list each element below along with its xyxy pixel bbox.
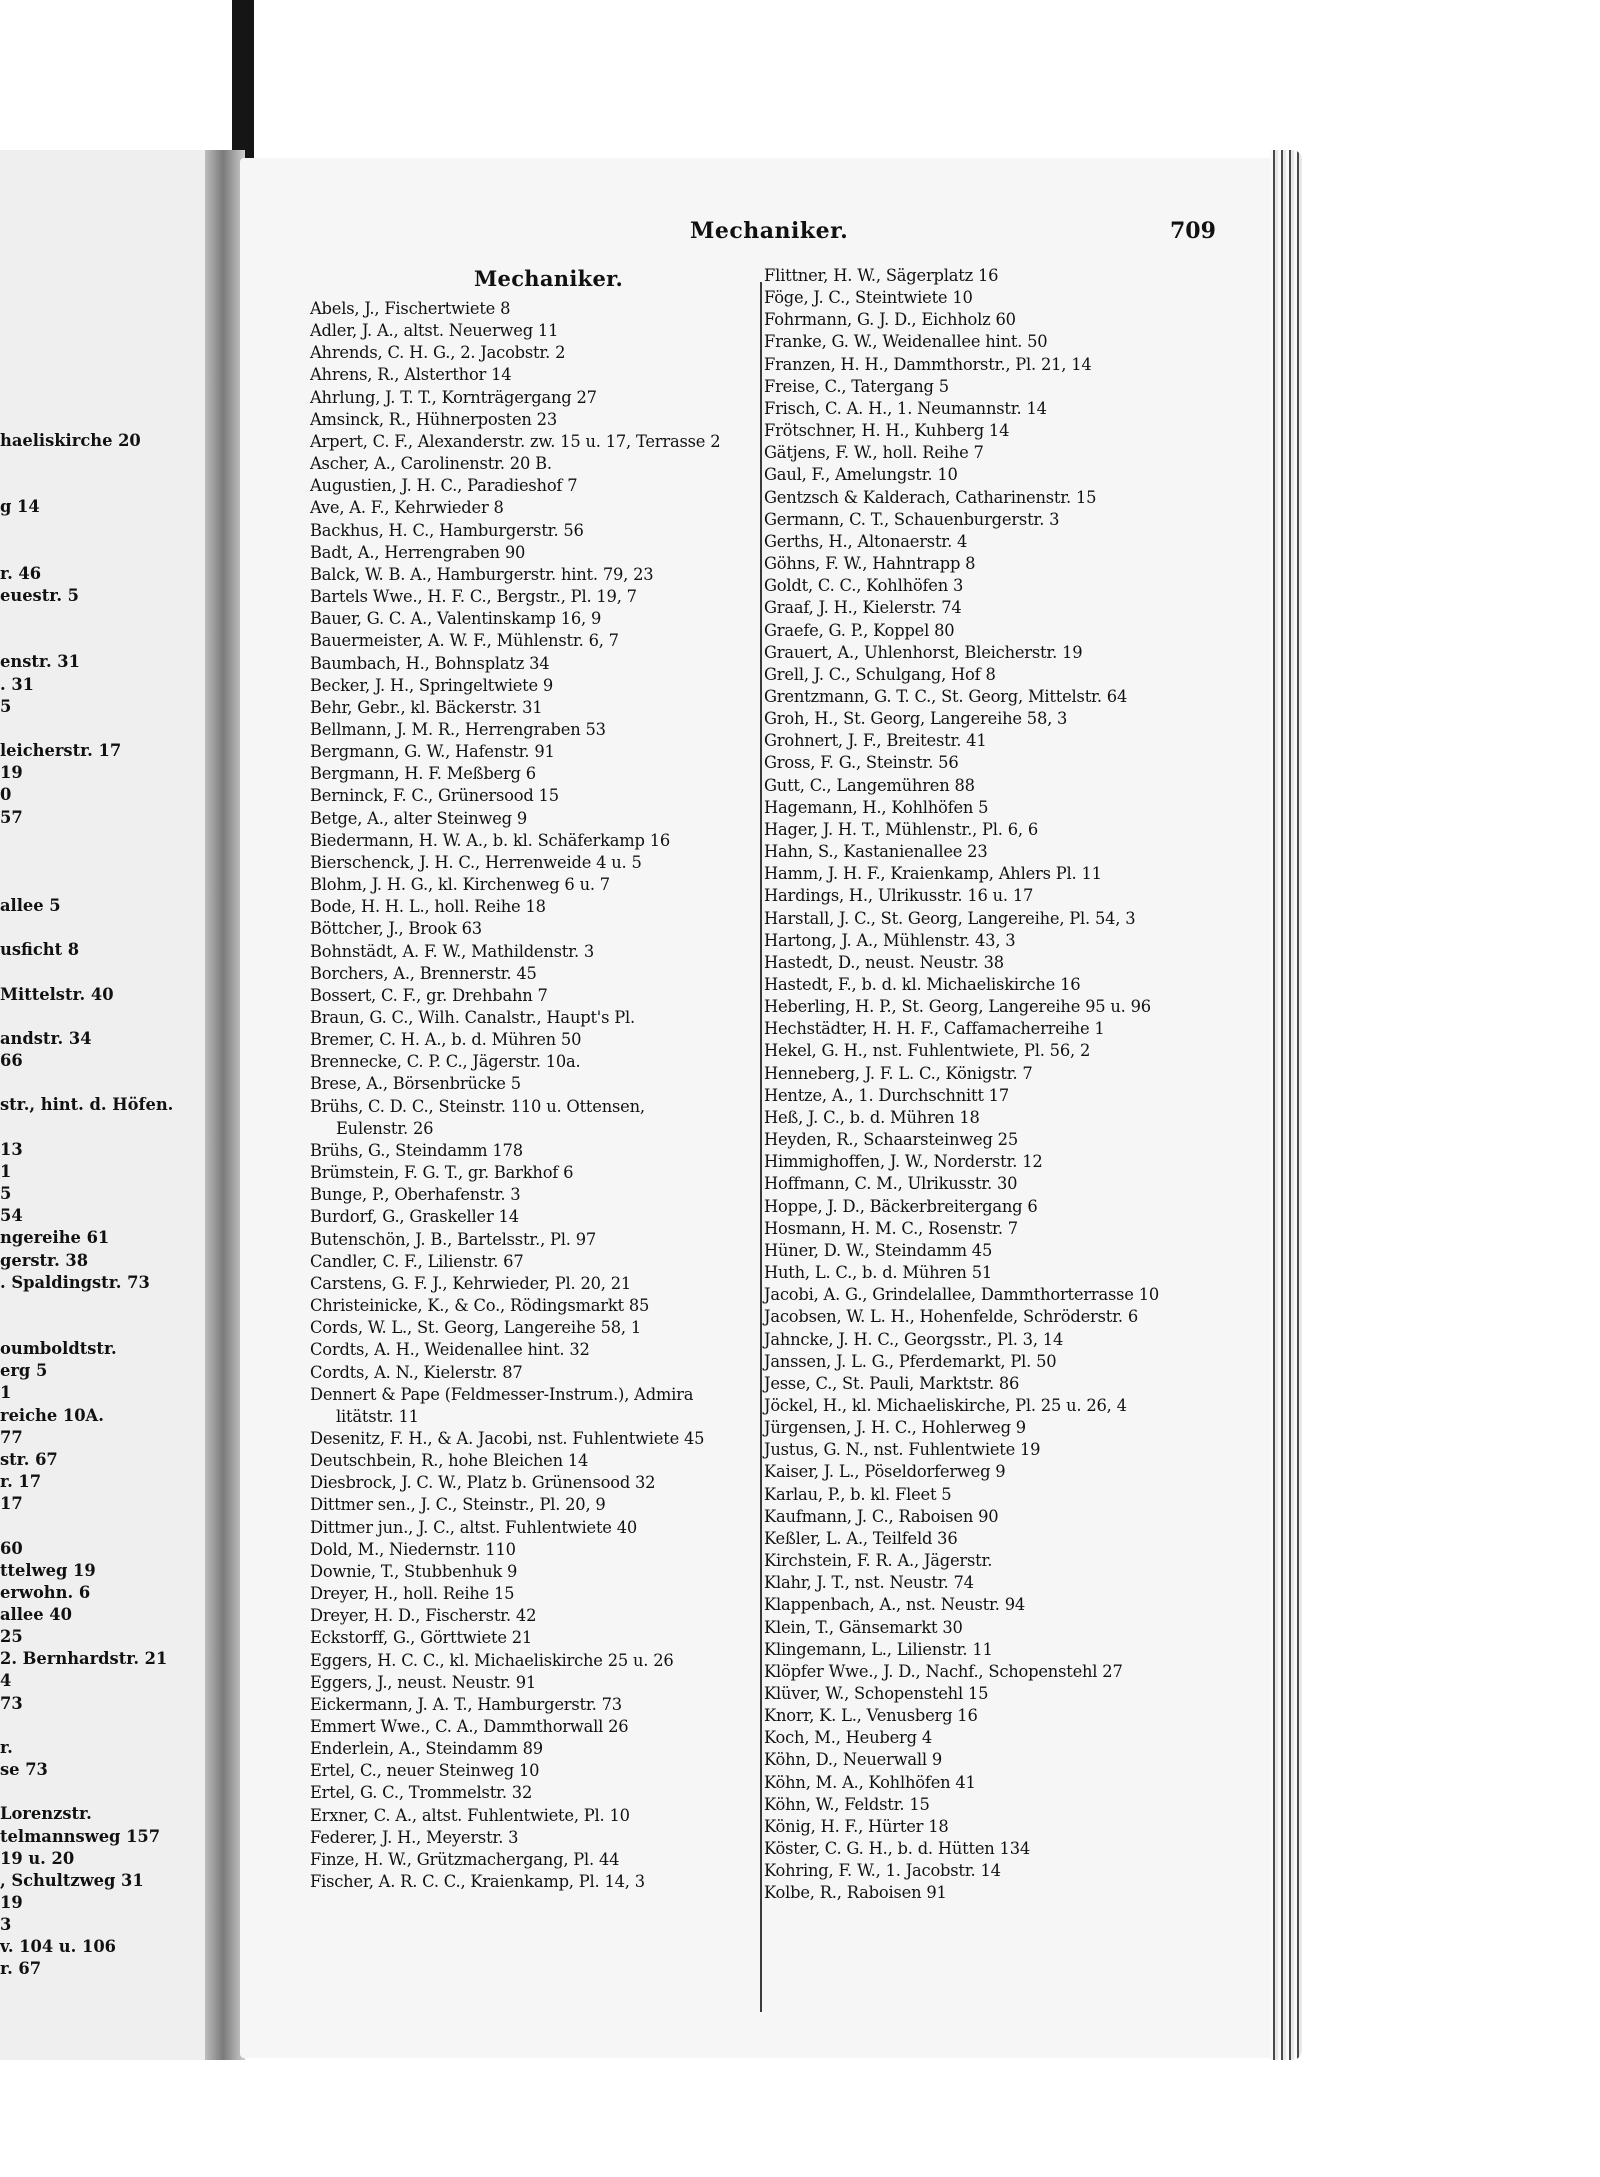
left-fragment-line: str. 67 bbox=[0, 1449, 58, 1469]
directory-entry: Berninck, F. C., Grünersood 15 bbox=[310, 786, 559, 806]
left-fragment-line: oumboldtstr. bbox=[0, 1339, 117, 1359]
left-page-fragment bbox=[0, 430, 222, 1981]
directory-entry: Cordts, A. H., Weidenallee hint. 32 bbox=[310, 1340, 590, 1360]
directory-entry: Hüner, D. W., Steindamm 45 bbox=[764, 1240, 993, 1260]
directory-entry: Grentzmann, G. T. C., St. Georg, Mittelstr. 64 bbox=[764, 686, 1128, 706]
directory-entry: Cordts, A. N., Kielerstr. 87 bbox=[310, 1362, 523, 1382]
directory-entry: Amsinck, R., Hühnerposten 23 bbox=[310, 409, 557, 429]
directory-entry: Behr, Gebr., kl. Bäckerstr. 31 bbox=[310, 697, 543, 717]
left-fragment-line: reiche 10A. bbox=[0, 1405, 104, 1425]
directory-entry: Grohnert, J. F., Breitestr. 41 bbox=[764, 731, 987, 751]
directory-entry: Bartels Wwe., H. F. C., Bergstr., Pl. 19, 7 bbox=[310, 587, 637, 607]
directory-entry: Kolbe, R., Raboisen 91 bbox=[764, 1883, 947, 1903]
directory-entry: Hardings, H., Ulrikusstr. 16 u. 17 bbox=[764, 886, 1034, 906]
left-fragment-line: gerstr. 38 bbox=[0, 1250, 89, 1270]
directory-entry: Hastedt, D., neust. Neustr. 38 bbox=[764, 952, 1004, 972]
directory-entry: Kirchstein, F. R. A., Jägerstr. bbox=[764, 1551, 993, 1571]
directory-entry: Gentzsch & Kalderach, Catharinenstr. 15 bbox=[764, 487, 1097, 507]
directory-entry: Köster, C. G. H., b. d. Hütten 134 bbox=[764, 1839, 1031, 1859]
directory-entry: Hahn, S., Kastanienallee 23 bbox=[764, 842, 988, 862]
directory-entry: Candler, C. F., Lilienstr. 67 bbox=[310, 1251, 524, 1271]
directory-entry: Dold, M., Niedernstr. 110 bbox=[310, 1539, 516, 1559]
directory-entry: Dittmer sen., J. C., Steinstr., Pl. 20, 9 bbox=[310, 1495, 606, 1515]
directory-entry: Ertel, G. C., Trommelstr. 32 bbox=[310, 1783, 533, 1803]
left-fragment-line: 19 bbox=[0, 1893, 23, 1912]
left-fragment-line bbox=[0, 829, 222, 851]
left-fragment-line: allee 40 bbox=[0, 1605, 72, 1624]
directory-entry: Knorr, K. L., Venusberg 16 bbox=[764, 1706, 978, 1726]
directory-entry: Hoppe, J. D., Bäckerbreitergang 6 bbox=[764, 1196, 1038, 1216]
directory-entry: Borchers, A., Brennerstr. 45 bbox=[310, 963, 537, 983]
directory-entry: Franke, G. W., Weidenallee hint. 50 bbox=[764, 332, 1048, 352]
directory-entry: Bohnstädt, A. F. W., Mathildenstr. 3 bbox=[310, 941, 595, 961]
directory-entry: Jacobsen, W. L. H., Hohenfelde, Schröderstr. 6 bbox=[764, 1307, 1138, 1327]
left-fragment-line: erg 5 bbox=[0, 1361, 48, 1381]
left-fragment-line bbox=[0, 519, 222, 541]
directory-entry: Germann, C. T., Schauenburgerstr. 3 bbox=[764, 509, 1060, 529]
directory-entry: Graaf, J. H., Kielerstr. 74 bbox=[764, 598, 962, 618]
directory-entry: Gerths, H., Altonaerstr. 4 bbox=[764, 531, 968, 551]
directory-entry: Burdorf, G., Graskeller 14 bbox=[310, 1207, 519, 1227]
directory-entry: Backhus, H. C., Hamburgerstr. 56 bbox=[310, 520, 584, 540]
left-fragment-line: 54 bbox=[0, 1206, 23, 1226]
directory-entry: Hechstädter, H. H. F., Caffamacherreihe 1 bbox=[764, 1019, 1105, 1039]
left-fragment-line: . Spaldingstr. 73 bbox=[0, 1272, 150, 1292]
left-fragment-line: v. 104 u. 106 bbox=[0, 1937, 116, 1957]
left-fragment-line: 2. Bernhardstr. 21 bbox=[0, 1649, 168, 1669]
directory-entry: Augustien, J. H. C., Paradieshof 7 bbox=[310, 476, 578, 496]
page-edges bbox=[1270, 150, 1302, 2060]
directory-entry: Erxner, C. A., altst. Fuhlentwiete, Pl. 10 bbox=[310, 1805, 630, 1825]
left-fragment-line bbox=[0, 917, 222, 939]
directory-entry: Heberling, H. P., St. Georg, Langereihe 95 u. 96 bbox=[764, 997, 1151, 1017]
left-fragment-line bbox=[0, 541, 222, 563]
directory-entry: König, H. F., Hürter 18 bbox=[764, 1816, 949, 1836]
directory-entry: Gutt, C., Langemühren 88 bbox=[764, 775, 975, 795]
directory-entry: Emmert Wwe., C. A., Dammthorwall 26 bbox=[310, 1717, 629, 1736]
directory-entry: Harstall, J. C., St. Georg, Langereihe, Pl. 54, 3 bbox=[764, 908, 1136, 928]
directory-entry: Betge, A., alter Steinweg 9 bbox=[310, 808, 528, 828]
directory-entry: Hoffmann, C. M., Ulrikusstr. 30 bbox=[764, 1174, 1018, 1194]
directory-entry: Dittmer jun., J. C., altst. Fuhlentwiete 40 bbox=[310, 1517, 638, 1537]
directory-entry: Christeinicke, K., & Co., Rödingsmarkt 85 bbox=[310, 1296, 650, 1316]
left-fragment-line bbox=[0, 1715, 222, 1737]
directory-entry: Eggers, H. C. C., kl. Michaeliskirche 25 u. 26 bbox=[310, 1650, 674, 1670]
directory-entry: Franzen, H. H., Dammthorstr., Pl. 21, 14 bbox=[764, 354, 1092, 374]
directory-entry: Balck, W. B. A., Hamburgerstr. hint. 79, 23 bbox=[310, 564, 654, 584]
left-fragment-line: 5 bbox=[0, 696, 12, 716]
left-fragment-line bbox=[0, 873, 222, 895]
left-fragment-line bbox=[0, 474, 222, 496]
left-fragment-line: 3 bbox=[0, 1915, 12, 1935]
directory-entry: Abels, J., Fischertwiete 8 bbox=[310, 299, 511, 318]
directory-entry: Klöpfer Wwe., J. D., Nachf., Schopenstehl 27 bbox=[764, 1661, 1123, 1681]
left-fragment-line bbox=[0, 1316, 222, 1338]
directory-entry: Jacobi, A. G., Grindelallee, Dammthorterrasse 10 bbox=[764, 1285, 1160, 1305]
directory-entry: Ahrends, C. H. G., 2. Jacobstr. 2 bbox=[310, 343, 566, 363]
directory-entry: Arpert, C. F., Alexanderstr. zw. 15 u. 17, Terrasse 2 bbox=[310, 431, 721, 451]
directory-entry: Eickermann, J. A. T., Hamburgerstr. 73 bbox=[310, 1694, 622, 1714]
left-fragment-line bbox=[0, 1515, 222, 1537]
directory-entry: Bremer, C. H. A., b. d. Mühren 50 bbox=[310, 1030, 582, 1050]
directory-entry: Ahrlung, J. T. T., Kornträgergang 27 bbox=[310, 387, 597, 407]
directory-entry: Fohrmann, G. J. D., Eichholz 60 bbox=[764, 310, 1016, 330]
left-fragment-line bbox=[0, 1294, 222, 1316]
directory-entry: Böttcher, J., Brook 63 bbox=[310, 919, 482, 939]
left-fragment-line bbox=[0, 1781, 222, 1803]
directory-entry: Badt, A., Herrengraben 90 bbox=[310, 542, 526, 562]
directory-entry: Hagemann, H., Kohlhöfen 5 bbox=[764, 797, 989, 817]
directory-entry: Klein, T., Gänsemarkt 30 bbox=[764, 1617, 963, 1637]
directory-entry: Kohring, F. W., 1. Jacobstr. 14 bbox=[764, 1861, 1001, 1881]
directory-entry: Dreyer, H. D., Fischerstr. 42 bbox=[310, 1606, 537, 1626]
directory-entry: Hartong, J. A., Mühlenstr. 43, 3 bbox=[764, 930, 1016, 950]
directory-entry: Klüver, W., Schopenstehl 15 bbox=[764, 1684, 989, 1703]
directory-entry: Butenschön, J. B., Bartelsstr., Pl. 97 bbox=[310, 1229, 597, 1249]
left-fragment-line bbox=[0, 851, 222, 873]
left-fragment-line: se 73 bbox=[0, 1760, 48, 1780]
directory-entry: Deutschbein, R., hohe Bleichen 14 bbox=[310, 1451, 589, 1471]
directory-entry: Janssen, J. L. G., Pferdemarkt, Pl. 50 bbox=[764, 1351, 1057, 1371]
directory-entry: Hekel, G. H., nst. Fuhlentwiete, Pl. 56, 2 bbox=[764, 1041, 1091, 1061]
section-title: Mechaniker. bbox=[474, 266, 624, 291]
directory-entry: Keßler, L. A., Teilfeld 36 bbox=[764, 1528, 958, 1548]
directory-entry: Frötschner, H. H., Kuhberg 14 bbox=[764, 421, 1010, 441]
left-fragment-line: 1 bbox=[0, 1161, 12, 1181]
directory-entry: Desenitz, F. H., & A. Jacobi, nst. Fuhlentwiete 45 bbox=[310, 1428, 705, 1448]
directory-entry: Bellmann, J. M. R., Herrengraben 53 bbox=[310, 719, 606, 739]
directory-entry: Flittner, H. W., Sägerplatz 16 bbox=[764, 266, 999, 285]
directory-entry: Hastedt, F., b. d. kl. Michaeliskirche 16 bbox=[764, 975, 1081, 994]
left-fragment-line bbox=[0, 1072, 222, 1094]
directory-entry: Ertel, C., neuer Steinweg 10 bbox=[310, 1761, 540, 1781]
left-fragment-line: usficht 8 bbox=[0, 940, 80, 960]
directory-entry: Brühs, G., Steindamm 178 bbox=[310, 1140, 523, 1160]
running-header: Mechaniker. bbox=[690, 218, 849, 244]
left-fragment-line bbox=[0, 629, 222, 651]
directory-entry: Hosmann, H. M. C., Rosenstr. 7 bbox=[764, 1218, 1018, 1238]
directory-entry: Hager, J. H. T., Mühlenstr., Pl. 6, 6 bbox=[764, 819, 1039, 839]
directory-entry: Gätjens, F. W., holl. Reihe 7 bbox=[764, 443, 984, 463]
left-fragment-line: r. bbox=[0, 1737, 13, 1757]
directory-entry: Brümstein, F. G. T., gr. Barkhof 6 bbox=[310, 1163, 574, 1183]
directory-entry: Heß, J. C., b. d. Mühren 18 bbox=[764, 1107, 980, 1127]
directory-entry: Carstens, G. F. J., Kehrwieder, Pl. 20, 21 bbox=[310, 1273, 632, 1293]
directory-entry: Jürgensen, J. H. C., Hohlerweg 9 bbox=[764, 1418, 1026, 1438]
left-fragment-line bbox=[0, 718, 222, 740]
directory-entry: Klahr, J. T., nst. Neustr. 74 bbox=[764, 1573, 974, 1593]
left-fragment-line: 66 bbox=[0, 1051, 23, 1071]
directory-entry: Bergmann, G. W., Hafenstr. 91 bbox=[310, 742, 555, 762]
directory-entry: Cords, W. L., St. Georg, Langereihe 58, 1 bbox=[310, 1318, 642, 1338]
page-number: 709 bbox=[1170, 218, 1216, 244]
left-fragment-line: enstr. 31 bbox=[0, 652, 80, 672]
directory-entry: Himmighoffen, J. W., Norderstr. 12 bbox=[764, 1152, 1043, 1172]
left-fragment-line: 17 bbox=[0, 1494, 23, 1514]
directory-entry: Bauermeister, A. W. F., Mühlenstr. 6, 7 bbox=[310, 631, 619, 651]
directory-entry: Köhn, W., Feldstr. 15 bbox=[764, 1794, 930, 1814]
left-page bbox=[0, 150, 225, 2060]
directory-entry: Kaufmann, J. C., Raboisen 90 bbox=[764, 1506, 999, 1526]
left-fragment-line: 4 bbox=[0, 1671, 12, 1691]
directory-entry: Bierschenck, J. H. C., Herrenweide 4 u. 5 bbox=[310, 852, 642, 872]
directory-entry: Grell, J. C., Schulgang, Hof 8 bbox=[764, 664, 996, 684]
left-fragment-line: r. 17 bbox=[0, 1472, 42, 1492]
directory-entry: Hentze, A., 1. Durchschnitt 17 bbox=[764, 1085, 1009, 1105]
directory-entry: Adler, J. A., altst. Neuerweg 11 bbox=[310, 321, 559, 341]
column-1 bbox=[310, 298, 758, 1893]
directory-entry: Ascher, A., Carolinenstr. 20 B. bbox=[310, 454, 552, 474]
bookmark-ribbon bbox=[232, 0, 254, 175]
left-fragment-line: andstr. 34 bbox=[0, 1029, 92, 1049]
directory-entry: Enderlein, A., Steindamm 89 bbox=[310, 1739, 543, 1759]
column-2 bbox=[764, 265, 1224, 1905]
directory-entry: Henneberg, J. F. L. C., Königstr. 7 bbox=[764, 1063, 1033, 1083]
left-fragment-line: 1 bbox=[0, 1383, 12, 1403]
directory-entry: Blohm, J. H. G., kl. Kirchenweg 6 u. 7 bbox=[310, 875, 610, 895]
left-fragment-line: str., hint. d. Höfen. bbox=[0, 1095, 174, 1115]
left-fragment-line: Mittelstr. 40 bbox=[0, 984, 114, 1004]
directory-entry: Frisch, C. A. H., 1. Neumannstr. 14 bbox=[764, 398, 1047, 418]
left-fragment-line: allee 5 bbox=[0, 896, 61, 916]
directory-entry: Baumbach, H., Bohnsplatz 34 bbox=[310, 653, 550, 673]
left-fragment-line: r. 67 bbox=[0, 1959, 42, 1979]
left-fragment-line: , Schultzweg 31 bbox=[0, 1870, 144, 1890]
directory-entry: Braun, G. C., Wilh. Canalstr., Haupt's Pl. bbox=[310, 1008, 635, 1027]
entry-continuation: Eulenstr. 26 bbox=[336, 1118, 434, 1138]
directory-entry: Huth, L. C., b. d. Mühren 51 bbox=[764, 1263, 993, 1283]
directory-entry: Finze, H. W., Grützmachergang, Pl. 44 bbox=[310, 1849, 620, 1869]
column-divider bbox=[760, 282, 762, 2012]
directory-entry: Grauert, A., Uhlenhorst, Bleicherstr. 19 bbox=[764, 642, 1083, 662]
book-spine bbox=[205, 150, 245, 2060]
directory-entry: Dennert & Pape (Feldmesser-Instrum.), Admira bbox=[310, 1384, 694, 1404]
directory-entry: Eckstorff, G., Görttwiete 21 bbox=[310, 1628, 533, 1648]
directory-entry: Bergmann, H. F. Meßberg 6 bbox=[310, 764, 536, 784]
left-fragment-line bbox=[0, 1117, 222, 1139]
left-fragment-line: ttelweg 19 bbox=[0, 1560, 96, 1580]
directory-entry: Jesse, C., St. Pauli, Marktstr. 86 bbox=[764, 1373, 1020, 1393]
directory-entry: Groh, H., St. Georg, Langereihe 58, 3 bbox=[764, 709, 1068, 729]
left-fragment-line bbox=[0, 452, 222, 474]
directory-entry: Diesbrock, J. C. W., Platz b. Grünensood 32 bbox=[310, 1473, 656, 1493]
left-fragment-line: haeliskirche 20 bbox=[0, 431, 141, 450]
directory-entry: Kaiser, J. L., Pöseldorferweg 9 bbox=[764, 1462, 1006, 1482]
directory-entry: Ave, A. F., Kehrwieder 8 bbox=[310, 498, 504, 518]
directory-entry: Dreyer, H., holl. Reihe 15 bbox=[310, 1584, 515, 1604]
left-fragment-line: 60 bbox=[0, 1538, 23, 1558]
directory-entry: Köhn, M. A., Kohlhöfen 41 bbox=[764, 1772, 976, 1792]
left-fragment-line: erwohn. 6 bbox=[0, 1582, 91, 1602]
directory-entry: Goldt, C. C., Kohlhöfen 3 bbox=[764, 576, 964, 596]
directory-entry: Bossert, C. F., gr. Drehbahn 7 bbox=[310, 985, 548, 1005]
left-fragment-line: 57 bbox=[0, 807, 23, 827]
left-fragment-line: 0 bbox=[0, 785, 12, 805]
directory-entry: Gaul, F., Amelungstr. 10 bbox=[764, 465, 958, 485]
directory-entry: Klappenbach, A., nst. Neustr. 94 bbox=[764, 1595, 1026, 1615]
directory-entry: Fischer, A. R. C. C., Kraienkamp, Pl. 14, 3 bbox=[310, 1872, 645, 1892]
left-fragment-line: . 31 bbox=[0, 674, 34, 694]
directory-entry: Jahncke, J. H. C., Georgsstr., Pl. 3, 14 bbox=[764, 1329, 1064, 1349]
directory-entry: Biedermann, H. W. A., b. kl. Schäferkamp 16 bbox=[310, 830, 671, 850]
left-fragment-line: leicherstr. 17 bbox=[0, 741, 122, 761]
directory-entry: Bunge, P., Oberhafenstr. 3 bbox=[310, 1185, 521, 1205]
directory-entry: Göhns, F. W., Hahntrapp 8 bbox=[764, 554, 976, 574]
left-fragment-line: telmannsweg 157 bbox=[0, 1826, 161, 1846]
left-fragment-line: 25 bbox=[0, 1627, 23, 1647]
directory-entry: Ahrens, R., Alsterthor 14 bbox=[310, 365, 512, 385]
directory-entry: Graefe, G. P., Koppel 80 bbox=[764, 620, 955, 640]
left-fragment-line bbox=[0, 962, 222, 984]
directory-entry: Koch, M., Heuberg 4 bbox=[764, 1728, 932, 1748]
directory-entry: Jöckel, H., kl. Michaeliskirche, Pl. 25 u. 26, 4 bbox=[764, 1395, 1127, 1415]
directory-entry: Brennecke, C. P. C., Jägerstr. 10a. bbox=[310, 1052, 581, 1072]
left-fragment-line: 13 bbox=[0, 1139, 23, 1159]
directory-entry: Bode, H. H. L., holl. Reihe 18 bbox=[310, 897, 546, 917]
directory-entry: Eggers, J., neust. Neustr. 91 bbox=[310, 1672, 537, 1692]
entry-continuation: litätstr. 11 bbox=[336, 1406, 419, 1426]
left-fragment-line bbox=[0, 1006, 222, 1028]
left-fragment-line: g 14 bbox=[0, 497, 40, 517]
left-fragment-line: 5 bbox=[0, 1184, 12, 1204]
directory-entry: Freise, C., Tatergang 5 bbox=[764, 376, 949, 396]
directory-entry: Gross, F. G., Steinstr. 56 bbox=[764, 753, 959, 773]
left-fragment-line: 19 u. 20 bbox=[0, 1848, 75, 1868]
directory-entry: Köhn, D., Neuerwall 9 bbox=[764, 1750, 943, 1770]
directory-entry: Brese, A., Börsenbrücke 5 bbox=[310, 1074, 521, 1094]
directory-entry: Becker, J. H., Springeltwiete 9 bbox=[310, 675, 554, 695]
directory-entry: Downie, T., Stubbenhuk 9 bbox=[310, 1561, 518, 1581]
left-fragment-line: 77 bbox=[0, 1427, 23, 1447]
left-fragment-line: 19 bbox=[0, 763, 23, 783]
directory-entry: Justus, G. N., nst. Fuhlentwiete 19 bbox=[764, 1440, 1041, 1460]
left-fragment-line: ngereihe 61 bbox=[0, 1228, 110, 1248]
left-fragment-line: r. 46 bbox=[0, 563, 42, 583]
directory-entry: Klingemann, L., Lilienstr. 11 bbox=[764, 1639, 993, 1659]
directory-entry: Föge, J. C., Steintwiete 10 bbox=[764, 288, 973, 308]
directory-entry: Hamm, J. H. F., Kraienkamp, Ahlers Pl. 11 bbox=[764, 864, 1102, 884]
left-fragment-line: 73 bbox=[0, 1693, 23, 1713]
directory-entry: Heyden, R., Schaarsteinweg 25 bbox=[764, 1130, 1018, 1150]
left-fragment-line bbox=[0, 607, 222, 629]
directory-entry: Federer, J. H., Meyerstr. 3 bbox=[310, 1827, 519, 1847]
directory-entry: Karlau, P., b. kl. Fleet 5 bbox=[764, 1484, 952, 1504]
directory-entry: Brühs, C. D. C., Steinstr. 110 u. Ottensen, bbox=[310, 1096, 645, 1116]
left-fragment-line: euestr. 5 bbox=[0, 586, 79, 606]
directory-entry: Bauer, G. C. A., Valentinskamp 16, 9 bbox=[310, 609, 602, 629]
left-fragment-line: Lorenzstr. bbox=[0, 1804, 92, 1824]
